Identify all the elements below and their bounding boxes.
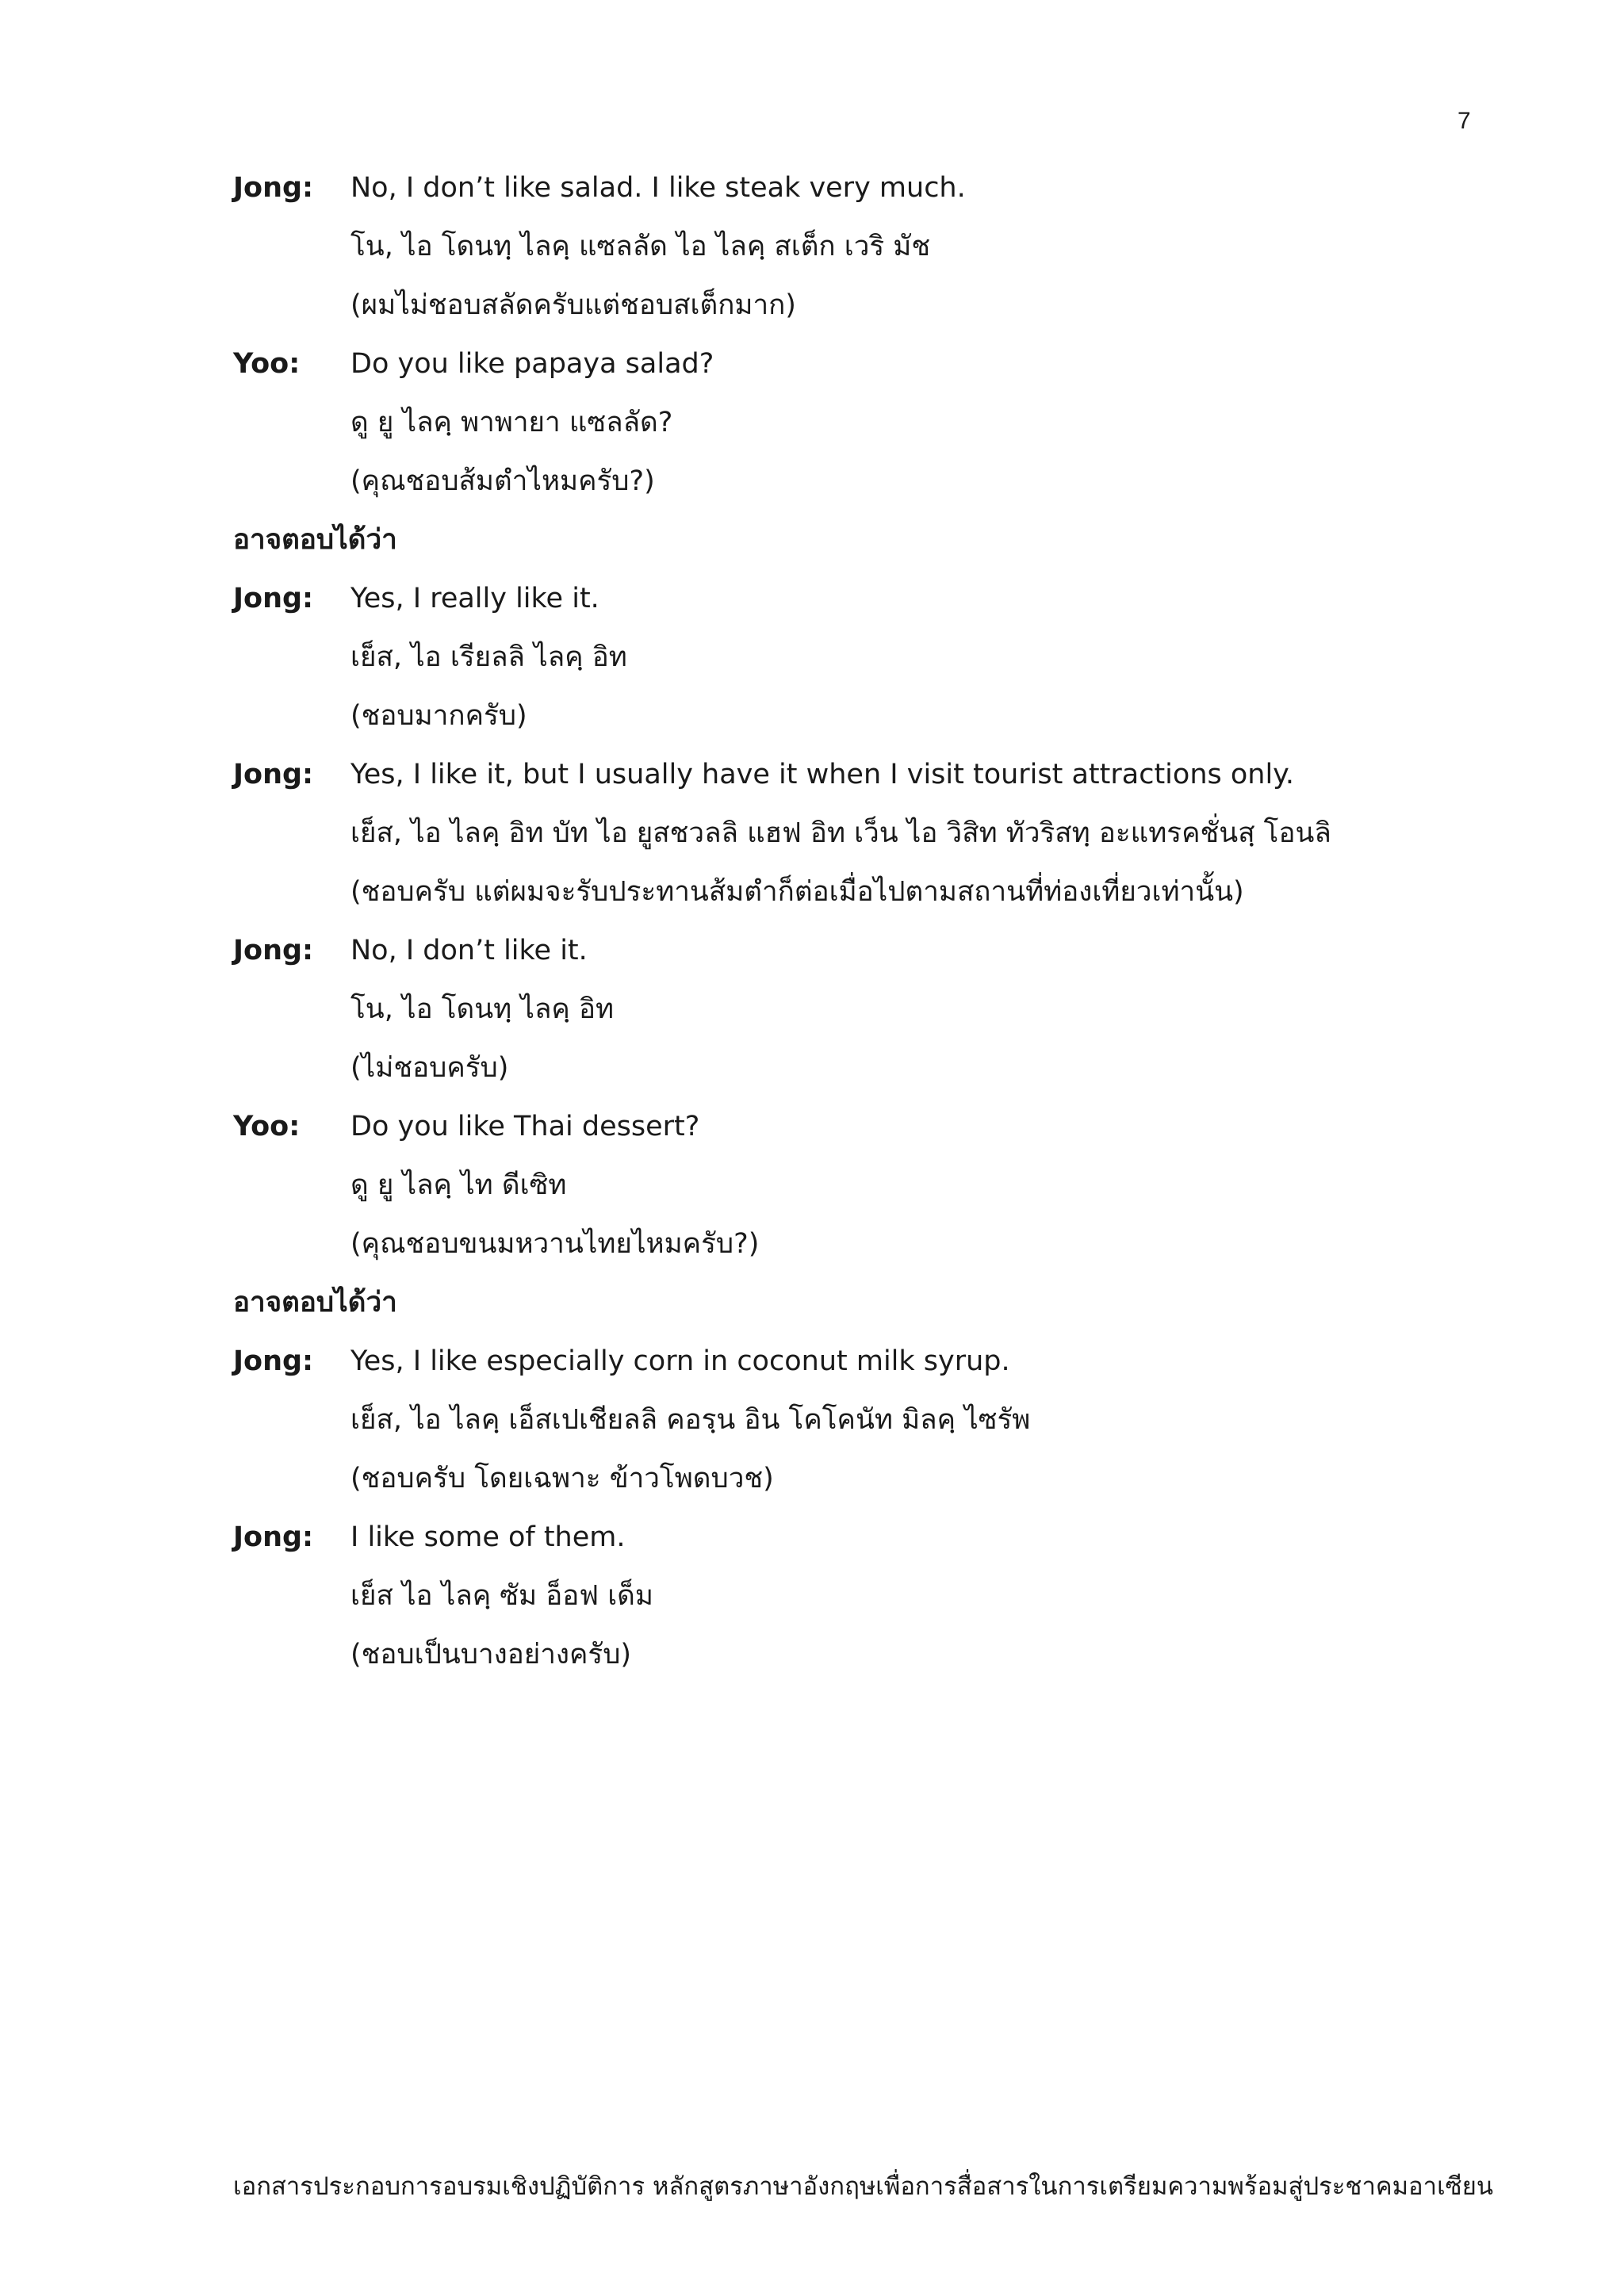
entry-lines xyxy=(350,159,1470,335)
pronunciation-line: เย็ส, ไอ ไลคฺ อิท บัท ไอ ยูสชวลลิ แฮฟ อิท เว็น ไอ วิสิท ทัวริสทฺ อะแทรคชั่นสฺ โอนลิ xyxy=(350,817,1331,849)
pronunciation-line: เย็ส, ไอ ไลคฺ เอ็สเปเชียลลิ คอรฺน อิน โคโคนัท มิลคฺ ไซรัพ xyxy=(350,1404,1031,1436)
dialogue-entry xyxy=(233,1332,1470,1508)
translation-line: (คุณชอบขนมหวานไทยไหมครับ?) xyxy=(350,1228,760,1260)
entry-lines xyxy=(350,1332,1470,1508)
entry-lines xyxy=(350,569,1470,745)
speaker-label: Yoo: xyxy=(233,1111,301,1142)
pronunciation-line: โน, ไอ โดนทฺ ไลคฺ อิท xyxy=(350,993,615,1025)
dialogue-entry xyxy=(233,159,1470,335)
pronunciation-line: เย็ส ไอ ไลคฺ ซัม อ็อฟ เด็ม xyxy=(350,1580,653,1612)
entry-lines xyxy=(350,921,1470,1097)
page-footer: เอกสารประกอบการอบรมเชิงปฏิบัติการ หลักสูตรภาษาอังกฤษเพื่อการสื่อสารในการเตรียมความพร้อมสู่ประชาคมอาเซียน xyxy=(233,2172,1494,2201)
translation-line: (ชอบครับ โดยเฉพาะ ข้าวโพดบวช) xyxy=(350,1463,774,1494)
english-line: I like some of them. xyxy=(350,1521,626,1553)
speaker-label: Yoo: xyxy=(233,348,301,380)
english-line: Do you like papaya salad? xyxy=(350,348,714,380)
translation-line: (ผมไม่ชอบสลัดครับแต่ชอบสเต็กมาก) xyxy=(350,289,796,321)
pronunciation-line: เย็ส, ไอ เรียลลิ ไลคฺ อิท xyxy=(350,641,627,673)
answer-heading: อาจตอบได้ว่า xyxy=(233,1287,397,1318)
pronunciation-line: โน, ไอ โดนทฺ ไลคฺ แซลลัด ไอ ไลคฺ สเต็ก เวริ มัช xyxy=(350,231,931,262)
speaker-label: Jong: xyxy=(233,1521,314,1553)
speaker-label: Jong: xyxy=(233,1345,314,1377)
pronunciation-line: ดู ยู ไลคฺ พาพายา แซลลัด? xyxy=(350,407,673,438)
english-line: Do you like Thai dessert? xyxy=(350,1111,700,1142)
pronunciation-line: ดู ยู ไลคฺ ไท ดีเซิท xyxy=(350,1169,567,1201)
english-line: Yes, I like it, but I usually have it when I visit tourist attractions only. xyxy=(350,759,1295,790)
dialogue-entry xyxy=(233,745,1470,921)
speaker-label: Jong: xyxy=(233,935,314,966)
dialogue-content xyxy=(233,159,1470,1684)
entry-lines xyxy=(350,1508,1470,1684)
translation-line: (ไม่ชอบครับ) xyxy=(350,1052,509,1084)
english-line: No, I don’t like it. xyxy=(350,935,588,966)
translation-line: (คุณชอบส้มตำไหมครับ?) xyxy=(350,465,655,497)
answer-heading: อาจตอบได้ว่า xyxy=(233,524,397,556)
entry-lines xyxy=(350,745,1470,921)
speaker-label: Jong: xyxy=(233,172,314,204)
english-line: No, I don’t like salad. I like steak very much. xyxy=(350,172,966,204)
speaker-label: Jong: xyxy=(233,583,314,614)
dialogue-entry xyxy=(233,921,1470,1097)
dialogue-entry xyxy=(233,1508,1470,1684)
translation-line: (ชอบครับ แต่ผมจะรับประทานส้มตำก็ต่อเมื่อไปตามสถานที่ท่องเที่ยวเท่านั้น) xyxy=(350,876,1244,908)
dialogue-entry xyxy=(233,569,1470,745)
entry-lines xyxy=(350,1097,1470,1273)
speaker-label: Jong: xyxy=(233,759,314,790)
english-line: Yes, I like especially corn in coconut milk syrup. xyxy=(350,1345,1010,1377)
entry-lines xyxy=(350,335,1470,511)
translation-line: (ชอบเป็นบางอย่างครับ) xyxy=(350,1639,632,1670)
english-line: Yes, I really like it. xyxy=(350,583,599,614)
page-number: 7 xyxy=(1457,108,1471,134)
translation-line: (ชอบมากครับ) xyxy=(350,700,527,732)
dialogue-entry xyxy=(233,1097,1470,1273)
dialogue-entry xyxy=(233,335,1470,511)
